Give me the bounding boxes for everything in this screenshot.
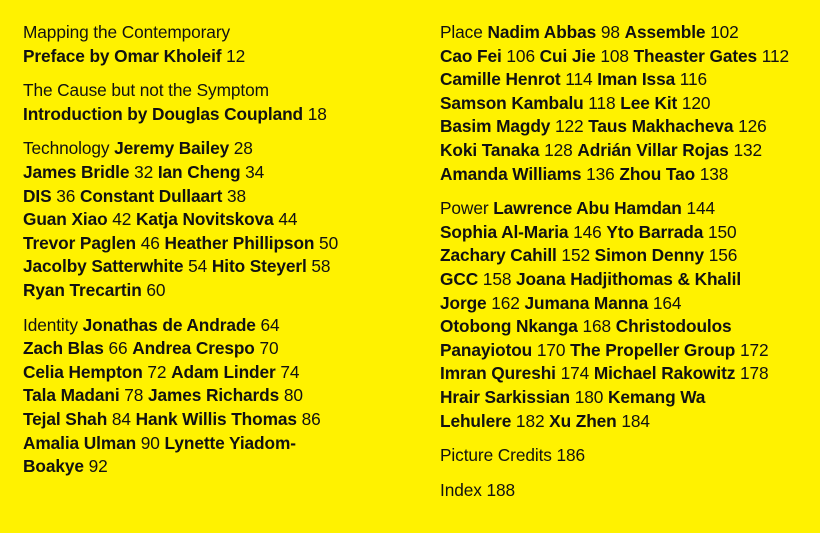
artist-name: Amalia Ulman	[23, 432, 137, 453]
artist-name: DIS	[23, 185, 52, 206]
artist-name: Theaster Gates	[633, 45, 758, 66]
contents-line	[440, 244, 810, 268]
contents-text: Mapping the Contemporary	[23, 22, 231, 42]
contents-text: 150	[703, 221, 737, 242]
contents-line	[23, 137, 413, 161]
contents-text: Place	[440, 22, 488, 42]
artist-name: Celia Hempton	[23, 361, 143, 382]
contents-line	[23, 45, 413, 69]
artist-name: Jorge	[440, 292, 487, 313]
artist-name: James Richards	[147, 385, 280, 406]
contents-text: 34	[240, 161, 265, 182]
artist-name: Jeremy Bailey	[114, 138, 230, 159]
contents-line	[440, 479, 810, 503]
artist-name: Hank Willis Thomas	[135, 408, 297, 429]
artist-name: Adrián Villar Rojas	[577, 139, 729, 160]
artist-name: Michael Rakowitz	[593, 363, 736, 384]
contents-line	[440, 92, 810, 116]
contents-line	[440, 410, 810, 434]
contents-text: 106	[501, 45, 540, 66]
contents-text: 156	[704, 245, 738, 266]
contents-line	[440, 444, 810, 468]
contents-line	[440, 115, 810, 139]
artist-name: Heather Phillipson	[164, 232, 315, 253]
artist-name: Otobong Nkanga	[440, 316, 578, 337]
artist-name: The Propeller Group	[570, 339, 736, 360]
artist-name: Hito Steyerl	[211, 256, 307, 277]
artist-name: Tejal Shah	[23, 408, 108, 429]
contents-text: 158	[478, 268, 517, 289]
contents-section	[440, 21, 810, 186]
contents-line	[440, 315, 810, 339]
contents-text: 128	[539, 139, 578, 160]
contents-line	[440, 21, 810, 45]
artist-name: Lynette Yiadom-	[164, 432, 296, 453]
contents-text: 66	[103, 338, 133, 359]
artist-name: Jumana Manna	[524, 292, 649, 313]
contents-section	[440, 197, 810, 433]
contents-text: 58	[306, 256, 331, 277]
artist-name: Tala Madani	[23, 385, 120, 406]
contents-section	[23, 21, 413, 68]
artist-name: Guan Xiao	[23, 209, 108, 230]
artist-name: Nadim Abbas	[487, 22, 597, 42]
contents-text: 74	[275, 361, 300, 382]
contents-text: 138	[695, 163, 729, 184]
contents-text: 180	[570, 386, 608, 407]
contents-text: 50	[314, 232, 339, 253]
contents-text: 144	[681, 198, 715, 219]
contents-line	[23, 161, 413, 185]
artist-name: James Bridle	[23, 161, 130, 182]
contents-text: 84	[107, 408, 136, 429]
contents-text: 70	[254, 338, 279, 359]
contents-line	[440, 386, 810, 410]
contents-section	[440, 479, 810, 503]
artist-name: Hrair Sarkissian	[440, 386, 571, 407]
contents-text: 122	[550, 116, 589, 137]
artist-name: Jacolby Satterwhite	[23, 256, 184, 277]
artist-name: Sophia Al-Maria	[440, 221, 569, 242]
artist-name: Panayiotou	[440, 339, 533, 360]
contents-text: 18	[303, 103, 327, 124]
contents-line	[23, 337, 413, 361]
contents-text: The Cause but not the Symptom	[23, 80, 269, 101]
artist-name: Trevor Paglen	[23, 232, 136, 253]
artist-name: Basim Magdy	[440, 116, 551, 137]
artist-name: Cui Jie	[539, 45, 596, 66]
contents-line	[440, 68, 810, 92]
artist-name: Assemble	[624, 22, 706, 42]
contents-line	[440, 339, 810, 363]
artist-name: Ryan Trecartin	[23, 279, 142, 300]
contents-text: 174	[555, 363, 594, 384]
contents-text: 168	[577, 316, 616, 337]
contents-text: 172	[735, 339, 769, 360]
contents-text: 28	[229, 138, 253, 159]
contents-line	[440, 268, 810, 292]
contents-text: 44	[273, 209, 298, 230]
contents-line	[23, 455, 413, 479]
contents-text: Power	[440, 198, 494, 219]
contents-line	[23, 103, 413, 127]
artist-name: Andrea Crespo	[132, 338, 255, 359]
contents-text: Index 188	[440, 479, 516, 500]
contents-text: 114	[560, 69, 598, 90]
contents-text: 54	[183, 256, 212, 277]
artist-name: Koki Tanaka	[440, 139, 540, 160]
contents-text: 164	[648, 292, 682, 313]
artist-name: Simon Denny	[594, 245, 704, 266]
contents-line	[440, 139, 810, 163]
artist-name: Xu Zhen	[549, 410, 617, 431]
contents-line	[23, 314, 413, 338]
contents-text: 64	[255, 314, 280, 335]
artist-name: Boakye	[23, 456, 84, 477]
contents-text: 126	[733, 116, 767, 137]
contents-text: 36	[51, 185, 80, 206]
contents-line	[23, 408, 413, 432]
artist-name: Joana Hadjithomas & Khalil	[516, 268, 742, 289]
artist-name: Kemang Wa	[607, 386, 706, 407]
artist-name: Amanda Williams	[440, 163, 582, 184]
artist-name: Taus Makhacheva	[588, 116, 734, 137]
contents-text: 80	[279, 385, 303, 406]
contents-text: 102	[705, 22, 739, 42]
contents-text: 182	[511, 410, 550, 431]
contents-line	[23, 208, 413, 232]
contents-text: Identity	[23, 314, 83, 335]
contents-line	[440, 292, 810, 316]
artist-name: Katja Novitskova	[136, 209, 274, 230]
artist-name: Samson Kambalu	[440, 92, 584, 113]
contents-line	[440, 163, 810, 187]
artist-name: Imran Qureshi	[440, 363, 556, 384]
artist-name: Adam Linder	[171, 361, 276, 382]
artist-name: Zhou Tao	[619, 163, 696, 184]
contents-text: 170	[532, 339, 571, 360]
contents-text: 98	[596, 22, 625, 42]
contents-text: 184	[616, 410, 650, 431]
contents-column-left	[23, 21, 413, 490]
contents-line	[23, 279, 413, 303]
contents-text: 72	[142, 361, 172, 382]
contents-text: 132	[728, 139, 763, 160]
artist-name: Camille Henrot	[440, 69, 561, 90]
contents-line	[440, 197, 810, 221]
contents-line	[23, 361, 413, 385]
contents-line	[440, 362, 810, 386]
artist-name: GCC	[440, 268, 479, 289]
contents-line	[440, 221, 810, 245]
contents-section	[23, 314, 413, 479]
artist-name: Iman Issa	[597, 69, 676, 90]
artist-name: Lehulere	[440, 410, 512, 431]
contents-text: 118	[583, 92, 621, 113]
contents-text: 86	[296, 408, 321, 429]
contents-text: 78	[119, 385, 148, 406]
artist-name: Jonathas de Andrade	[82, 314, 256, 335]
contents-text: Technology	[23, 138, 115, 159]
contents-text: 90	[136, 432, 165, 453]
contents-text: 112	[757, 45, 789, 66]
artist-name: Preface by Omar Kholeif	[23, 45, 222, 66]
artist-name: Yto Barrada	[606, 221, 704, 242]
contents-text: 12	[221, 45, 246, 66]
contents-text: 146	[568, 221, 607, 242]
artist-name: Introduction by Douglas Coupland	[23, 103, 304, 124]
contents-line	[440, 45, 810, 69]
artist-name: Zachary Cahill	[440, 245, 557, 266]
contents-line	[23, 432, 413, 456]
contents-text: 136	[581, 163, 620, 184]
contents-section	[440, 444, 810, 468]
contents-text: 42	[107, 209, 136, 230]
contents-line	[23, 384, 413, 408]
contents-text: 120	[677, 92, 711, 113]
artist-name: Cao Fei	[440, 45, 502, 66]
contents-text: 178	[735, 363, 769, 384]
contents-column-right	[440, 21, 810, 513]
contents-text: 60	[141, 279, 166, 300]
contents-text: 152	[556, 245, 595, 266]
artist-name: Christodoulos	[615, 316, 732, 337]
contents-line	[23, 255, 413, 279]
contents-section	[23, 137, 413, 302]
artist-name: Lee Kit	[620, 92, 678, 113]
contents-section	[23, 79, 413, 126]
contents-text: 32	[129, 161, 158, 182]
contents-line	[23, 185, 413, 209]
artist-name: Zach Blas	[23, 338, 104, 359]
artist-name: Ian Cheng	[157, 161, 241, 182]
contents-text: 92	[83, 456, 108, 477]
contents-line	[23, 21, 413, 45]
contents-text: 38	[222, 185, 247, 206]
contents-text: 162	[486, 292, 525, 313]
contents-line	[23, 232, 413, 256]
artist-name: Lawrence Abu Hamdan	[493, 198, 682, 219]
contents-text: 108	[595, 45, 634, 66]
contents-line	[23, 79, 413, 103]
artist-name: Constant Dullaart	[79, 185, 223, 206]
contents-text: 46	[136, 232, 165, 253]
contents-text: Picture Credits 186	[440, 445, 586, 466]
contents-text: 116	[675, 69, 708, 90]
